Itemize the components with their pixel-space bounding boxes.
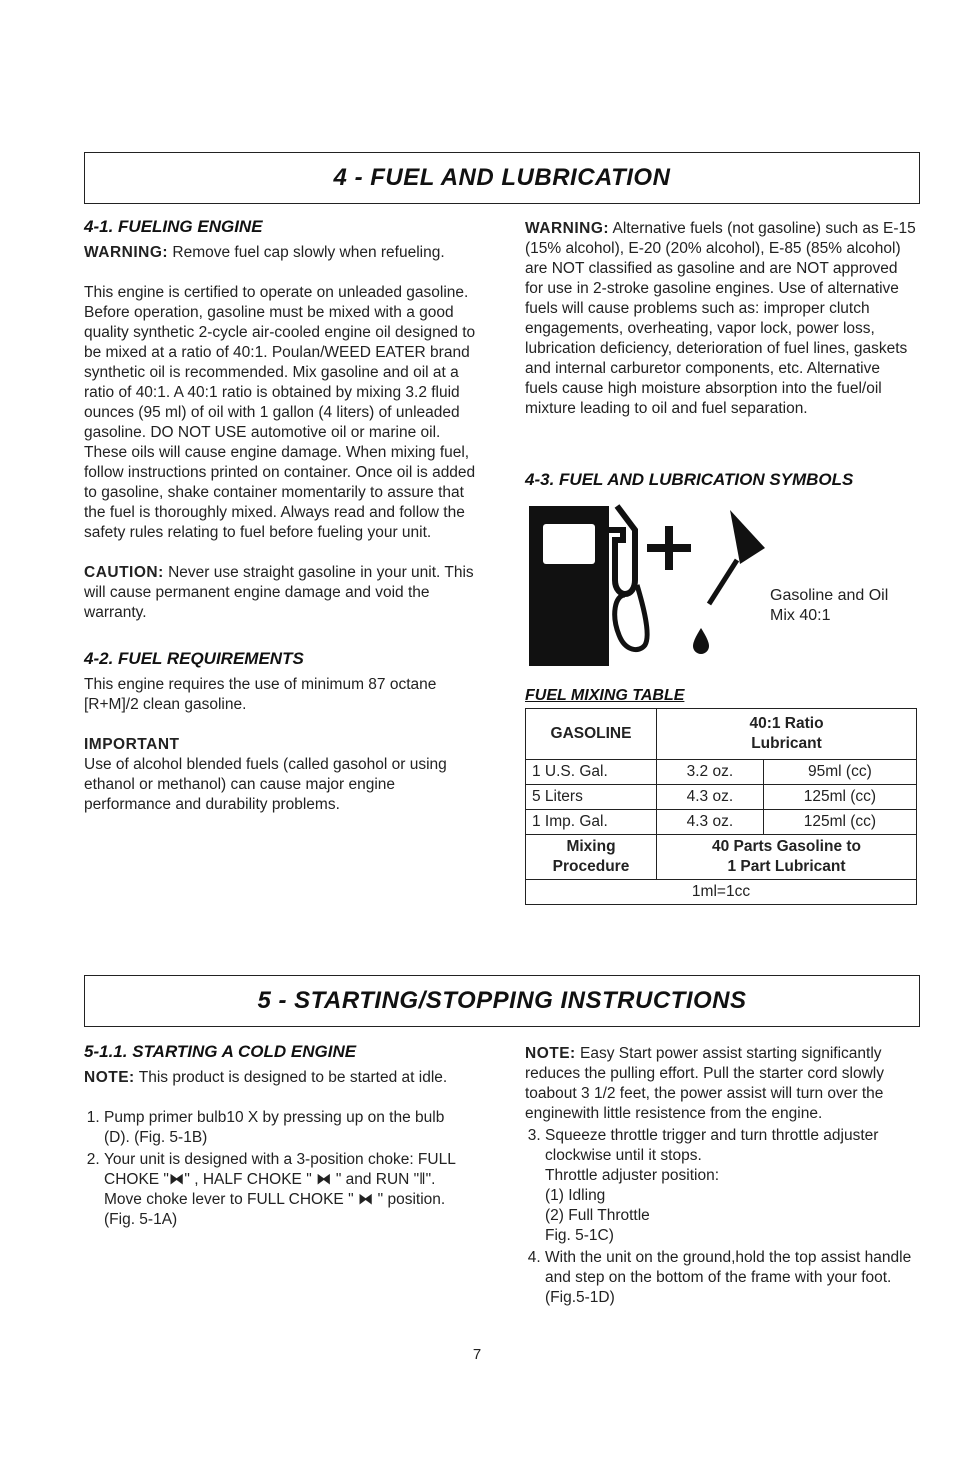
caution-label: CAUTION: (84, 564, 164, 581)
cell-ml: 125ml (cc) (763, 810, 916, 835)
heading-4-1-title: FUELING ENGINE (118, 217, 263, 236)
heading-4-1-num: 4-1. (84, 217, 114, 236)
table-row (526, 810, 917, 835)
step3-line-c: (1) Idling (545, 1187, 606, 1204)
alt-fuel-warning (525, 219, 917, 419)
step3-line-e: Fig. 5-1C) (545, 1227, 614, 1244)
fueling-paragraph: This engine is certified to operate on unleaded gasoline. Before operation, gasoline must be mixed with a good quality synthetic 2-cycle air-cooled engine oil designed to be mixed at a ratio of 40:1. Poulan/WEED EATER brand synthetic oil is recommended. Mix gasoline and oil at a ratio of 40:1. A 40:1 ratio is obtained by mixing 3.2 fluid ounces (95 ml) of oil with 1 gallon (4 liters) of unleaded gasoline. DO NOT USE automotive oil or marine oil. These oils will cause engine damage. When mixing fuel, follow instructions printed on container. Once oil is added to gasoline, shake container momentarily to assure that the fuel is thoroughly mixed. Always read and follow the safety rules relating to fuel before fueling your unit. (84, 284, 476, 541)
important-text: Use of alcohol blended fuels (called gasohol or using ethanol or methanol) can cause major engine performance and durability problems. (84, 756, 447, 813)
fuel-mixing-table-title: FUEL MIXING TABLE (525, 687, 685, 704)
note-label: NOTE: (84, 1069, 135, 1086)
section-4-header (84, 152, 920, 204)
note-text: This product is designed to be started at idle. (138, 1069, 448, 1086)
warning-refuel (84, 243, 484, 263)
section-4-right-column (525, 219, 917, 439)
table-row (526, 785, 917, 810)
header-ratio-line1: 40:1 Ratio (749, 715, 824, 732)
cell-oz: 4.3 oz. (657, 810, 764, 835)
note-label-2: NOTE: (525, 1045, 576, 1062)
warning-label-2: WARNING: (525, 220, 610, 237)
start-steps-list-continued (525, 1126, 917, 1308)
symbol-caption (770, 586, 888, 626)
heading-4-3 (525, 470, 917, 490)
section-5-title: 5 - STARTING/STOPPING INSTRUCTIONS (257, 987, 747, 1014)
note-easy-start (525, 1044, 917, 1124)
note-idle (84, 1068, 474, 1088)
warning-text-2: Alternative fuels (not gasoline) such as E-15 (15% alcohol), E-20 (20% alcohol), E-85 (85% alcohol) are NOT classified as gasoline and are NOT approved for use in 2-stroke gasoline engines. Use of alternative fuels will cause problems such as: improper clutch engagements, overheating, vapor lock, power loss, lubrication deficiency, deterioration of fuel lines, gaskets and internal carburetor components, etc. Alternative fuels cause high moisture absorption into the fuel/oil mixture leading to oil and fuel separation. (525, 220, 916, 417)
symbol-caption-line2: Mix 40:1 (770, 607, 831, 624)
heading-4-3-num: 4-3. (525, 470, 555, 489)
page-number: 7 (472, 1346, 482, 1363)
cell-oz: 3.2 oz. (657, 760, 764, 785)
list-item (104, 1150, 474, 1230)
caution-paragraph (84, 563, 484, 623)
heading-5-1-1-num: 5-1.1. (84, 1042, 128, 1061)
cell-ml: 95ml (cc) (763, 760, 916, 785)
start-steps-list (84, 1108, 474, 1230)
fuel-mixing-table (525, 708, 917, 905)
heading-4-2-title: FUEL REQUIREMENTS (118, 649, 304, 668)
step2-line-a: 2. Your unit is designed with a 3-position choke: FULL CHOKE "⧓" , HALF CHOKE " ⧓ " and RUN "‖". (104, 1151, 456, 1188)
list-item: 1. Pump primer bulb10 X by pressing up on the bulb (D). (Fig. 5-1B) (104, 1108, 474, 1148)
list-item (545, 1126, 917, 1246)
oil-can-icon (709, 510, 765, 604)
mixing-label-line2: Procedure (552, 858, 630, 875)
warning-text: Remove fuel cap slowly when refueling. (172, 244, 445, 261)
header-ratio (657, 709, 917, 760)
oil-drop-icon (693, 628, 709, 654)
fuel-mixing-table-wrap (525, 686, 917, 905)
mixing-procedure-label (526, 835, 657, 880)
table-row (526, 760, 917, 785)
mixing-text-line1: 40 Parts Gasoline to (711, 838, 862, 855)
heading-5-1-1-title: STARTING A COLD ENGINE (132, 1042, 357, 1061)
cell-gas: 1 U.S. Gal. (526, 760, 657, 785)
section-5-right-column (525, 1044, 917, 1310)
fuel-lubrication-symbol (525, 500, 915, 675)
heading-4-1 (84, 217, 484, 237)
heading-5-1-1 (84, 1042, 474, 1062)
mixing-text-line2: 1 Part Lubricant (727, 858, 846, 875)
cell-ml: 125ml (cc) (763, 785, 916, 810)
section-4-left-column (84, 217, 484, 835)
cell-oz: 4.3 oz. (657, 785, 764, 810)
section-4-title: 4 - FUEL AND LUBRICATION (333, 164, 671, 191)
table-mixing-row (526, 835, 917, 880)
cell-gas: 1 Imp. Gal. (526, 810, 657, 835)
fuel-requirements-paragraph: This engine requires the use of minimum 87 octane [R+M]/2 clean gasoline. (84, 676, 437, 713)
table-footer: 1ml=1cc (526, 880, 917, 905)
gas-oil-symbol-graphic (525, 500, 765, 675)
list-item: 4. With the unit on the ground,hold the top assist handle and step on the bottom of the frame with your foot. (Fig.5-1D) (545, 1248, 917, 1308)
heading-4-2-num: 4-2. (84, 649, 114, 668)
heading-4-3-wrap (525, 470, 917, 496)
table-footer-row (526, 880, 917, 905)
plus-icon (647, 526, 691, 570)
step2-line-b: Move choke lever to FULL CHOKE " ⧓ " position. (Fig. 5-1A) (104, 1191, 446, 1228)
header-ratio-line2: Lubricant (751, 735, 822, 752)
cell-gas: 5 Liters (526, 785, 657, 810)
header-gasoline: GASOLINE (526, 709, 657, 760)
important-label: IMPORTANT (84, 736, 180, 753)
section-5-left-column (84, 1042, 474, 1232)
step3-line-d: (2) Full Throttle (545, 1207, 650, 1224)
mixing-procedure-text (657, 835, 917, 880)
note-text-2: Easy Start power assist starting significantly reduces the pulling effort. Pull the starter cord slowly toabout 3 1/2 feet, the power assist will turn over the enginewith little resistence from the engine. (525, 1045, 884, 1122)
caution-text: Never use straight gasoline in your unit. This will cause permanent engine damage and void the warranty. (84, 564, 474, 621)
symbol-caption-line1: Gasoline and Oil (770, 587, 889, 604)
heading-4-2 (84, 649, 484, 669)
warning-label: WARNING: (84, 244, 169, 261)
section-5-header (84, 975, 920, 1027)
mixing-label-line1: Mixing (566, 838, 616, 855)
table-header-row (526, 709, 917, 760)
gas-pump-icon (529, 506, 647, 666)
heading-4-3-title: FUEL AND LUBRICATION SYMBOLS (559, 470, 854, 489)
step3-line-a: 3. Squeeze throttle trigger and turn throttle adjuster clockwise until it stops. (545, 1127, 879, 1164)
step3-line-b: Throttle adjuster position: (545, 1167, 720, 1184)
